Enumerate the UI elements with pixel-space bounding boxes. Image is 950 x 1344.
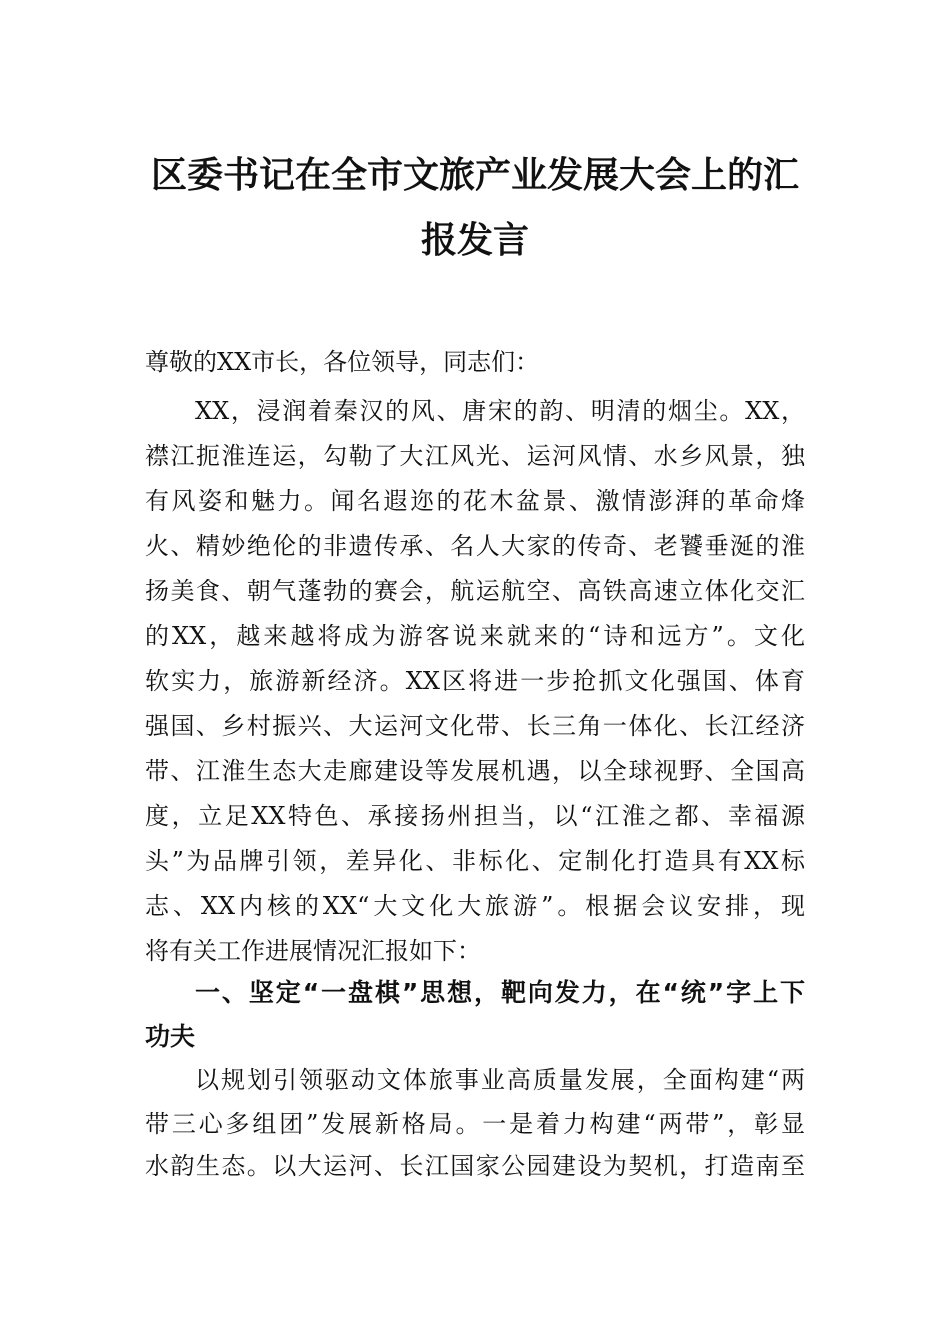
heading-line: 功夫	[145, 1022, 196, 1051]
paragraph-line: 强国、乡村振兴、大运河文化带、长三角一体化、长江经济	[145, 712, 805, 740]
heading-line: 一、坚定“一盘棋”思想，靶向发力，在“统”字上下	[195, 978, 805, 1007]
paragraph-line: 头”为品牌引领，差异化、非标化、定制化打造具有XX标	[145, 847, 805, 875]
paragraph-line: 火、精妙绝伦的非遗传承、名人大家的传奇、老饕垂涎的淮	[145, 532, 805, 560]
paragraph-line: 以规划引领驱动文体旅事业高质量发展，全面构建“两	[195, 1066, 805, 1094]
paragraph-line: 软实力，旅游新经济。XX区将进一步抢抓文化强国、体育	[145, 667, 805, 695]
document-title-line-2: 报发言	[420, 219, 529, 261]
paragraph-line: 扬美食、朝气蓬勃的赛会，航运航空、高铁高速立体化交汇	[145, 577, 805, 605]
paragraph-line: 带三心多组团”发展新格局。一是着力构建“两带”，彰显	[145, 1110, 805, 1138]
paragraph-line: 度，立足XX特色、承接扬州担当，以“江淮之都、幸福源	[145, 802, 805, 830]
paragraph-line: 将有关工作进展情况汇报如下：	[145, 937, 481, 965]
paragraph-line: 的XX，越来越将成为游客说来就来的“诗和远方”。文化	[145, 622, 805, 650]
paragraph-line: 襟江扼淮连运，勾勒了大江风光、运河风情、水乡风景，独	[145, 442, 805, 470]
paragraph-line: 志、XX内核的XX“大文化大旅游”。根据会议安排，现	[145, 892, 805, 920]
paragraph-line: 有风姿和魅力。闻名遐迩的花木盆景、激情澎湃的革命烽	[145, 487, 805, 515]
greeting: 尊敬的XX市长，各位领导，同志们：	[145, 348, 540, 376]
paragraph-line: XX，浸润着秦汉的风、唐宋的韵、明清的烟尘。XX，	[195, 397, 805, 425]
document-title-line-1: 区委书记在全市文旅产业发展大会上的汇	[150, 154, 799, 196]
paragraph-line: 水韵生态。以大运河、长江国家公园建设为契机，打造南至	[145, 1152, 805, 1180]
paragraph-line: 带、江淮生态大走廊建设等发展机遇，以全球视野、全国高	[145, 757, 805, 785]
